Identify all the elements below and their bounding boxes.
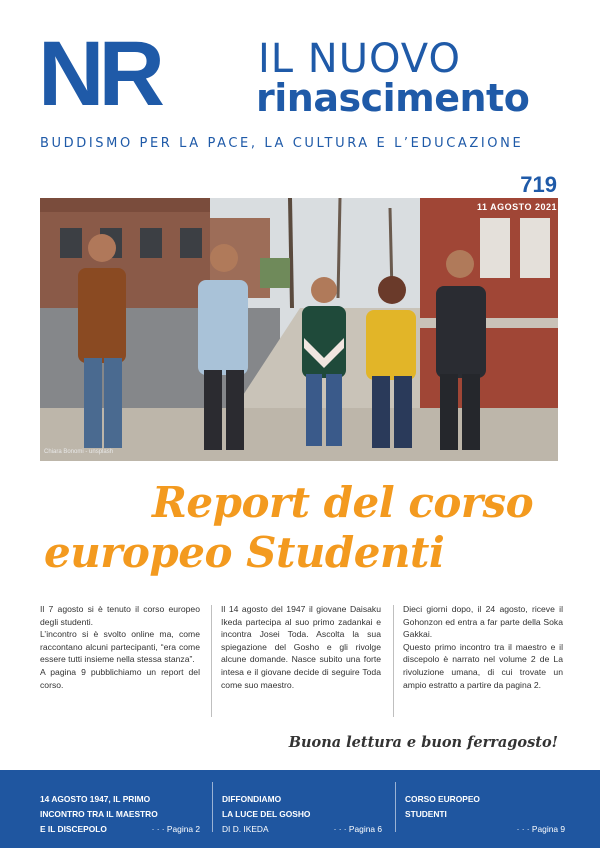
footer-line-row — [405, 822, 565, 837]
footer-line: STUDENTI — [405, 809, 447, 819]
footer-page-ref: · · · Pagina 6 — [333, 824, 382, 834]
masthead-title-line2: rinascimento — [256, 76, 530, 120]
column-paragraph: L’incontro si è svolto online ma, come raccontano alcuni partecipanti, “era come essere tutti insieme nella stessa stanza”. — [40, 629, 200, 665]
column-paragraph: Il 7 agosto si è tenuto il corso europeo degli studenti. — [40, 604, 200, 627]
footer-line: CORSO EUROPEO — [405, 794, 480, 804]
photo-credit: Chiara Bonomi - unsplash — [44, 449, 114, 455]
photo-five-students-walking-icon — [40, 198, 558, 461]
column-divider — [211, 605, 212, 717]
footer-link-2[interactable] — [222, 792, 382, 837]
footer-page-ref: · · · Pagina 2 — [151, 824, 200, 834]
article-column-2 — [221, 603, 381, 691]
column-paragraph: A pagina 9 pubblichiamo un report del corso. — [40, 666, 200, 690]
footer-link-1[interactable] — [40, 792, 200, 837]
footer-bar — [0, 770, 600, 848]
article-columns — [40, 603, 563, 721]
footer-line: LA LUCE DEL GOSHO — [222, 809, 311, 819]
column-divider — [393, 605, 394, 717]
headline — [40, 478, 580, 578]
cover-photo — [40, 198, 558, 461]
footer-page-ref: · · · Pagina 9 — [516, 824, 565, 834]
footer-author: DI D. IKEDA — [222, 824, 269, 834]
footer-divider — [395, 782, 396, 832]
footer-link-3[interactable] — [405, 792, 565, 837]
column-paragraph: Il 14 agosto del 1947 il giovane Daisaku Ikeda partecipa al suo primo zadankai e incontra Josei Toda. Ascolta la sua spiegazione del Gosho e gli rivolge alcune domande. Nasce subito una forte intesa e il giovane decide di seguire Toda come suo maestro. — [221, 604, 381, 690]
issue-number: 719 — [520, 172, 557, 197]
logo-nr: NR — [38, 23, 159, 125]
column-paragraph: Dieci giorni dopo, il 24 agosto, riceve il Gohonzon ed entra a far parte della Soka Gakkai. — [403, 604, 563, 640]
headline-line1: Report del corso — [152, 478, 534, 527]
article-column-1 — [40, 603, 200, 691]
footer-line-row — [40, 822, 200, 837]
masthead-tagline: BUDDISMO PER LA PACE, LA CULTURA E L’EDUCAZIONE — [40, 136, 524, 151]
footer-line: E IL DISCEPOLO — [40, 824, 107, 834]
column-paragraph: Questo primo incontro tra il maestro e il discepolo è narrato nel volume 2 de La rivoluzione umana, di cui trovate un ampio estratto a partire da pagina 2. — [403, 641, 563, 690]
article-column-3 — [403, 603, 563, 691]
signoff: Buona lettura e buon ferragosto! — [288, 734, 558, 751]
masthead-title-line1: IL NUOVO — [258, 36, 461, 82]
issue-date: 11 AGOSTO 2021 — [476, 202, 557, 212]
footer-divider — [212, 782, 213, 832]
footer-line: 14 AGOSTO 1947, IL PRIMO — [40, 794, 151, 804]
footer-line: INCONTRO TRA IL MAESTRO — [40, 809, 158, 819]
footer-line: DIFFONDIAMO — [222, 794, 282, 804]
footer-line-row — [222, 822, 382, 837]
headline-line2: europeo Studenti — [44, 528, 445, 577]
